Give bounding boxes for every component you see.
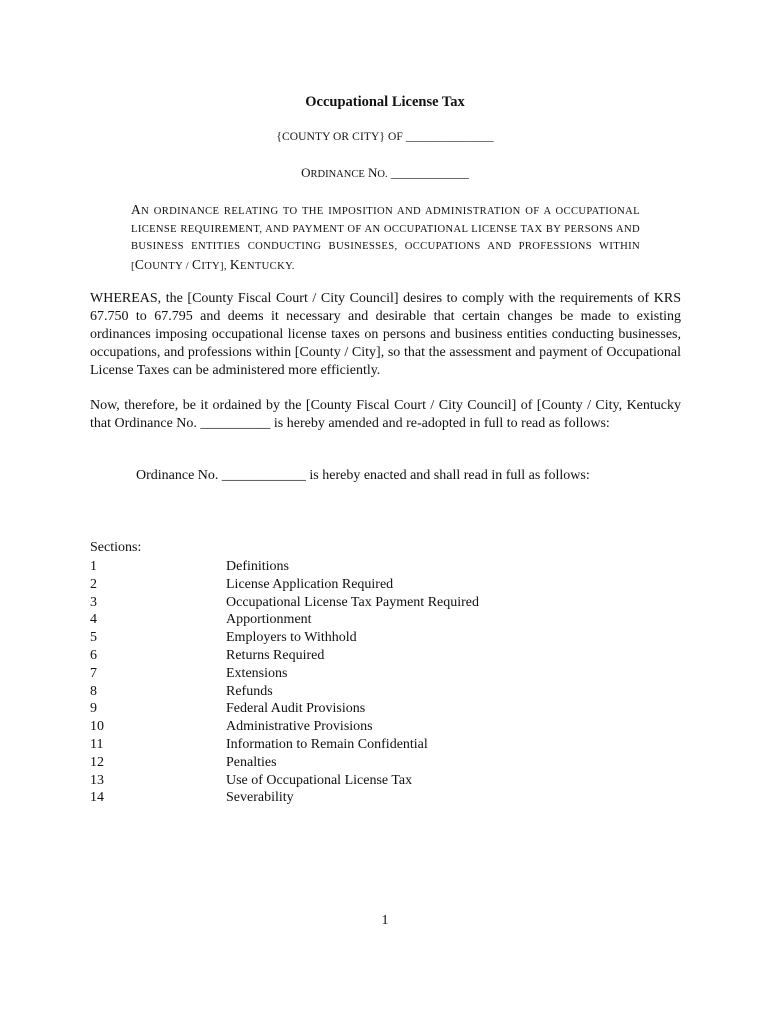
section-row: [90, 736, 650, 754]
section-number: 6: [90, 647, 97, 663]
now-therefore-paragraph: Now, therefore, be it ordained by the [County Fiscal Court / City Council] of [County / City, Kentucky that Ordinance No. __________ is hereby amended and re-adopted in full to read as follows:: [90, 398, 681, 431]
section-row: [90, 611, 650, 629]
section-number: 11: [90, 736, 104, 752]
section-number: 10: [90, 719, 104, 735]
section-row: [90, 647, 650, 665]
section-number: 2: [90, 576, 97, 592]
sections-list: [90, 558, 650, 807]
section-title: Apportionment: [226, 612, 312, 628]
ordinance-prefix-rest: RDINANCE: [310, 169, 365, 180]
ordinance-prefix-initial: O: [301, 165, 311, 180]
section-title: Information to Remain Confidential: [226, 736, 428, 752]
section-row: [90, 718, 650, 736]
section-number: 13: [90, 772, 104, 788]
section-row: [90, 665, 650, 683]
caption-county-initial: C: [134, 256, 145, 272]
section-number: 3: [90, 594, 97, 610]
section-title: License Application Required: [226, 576, 394, 592]
section-title: Refunds: [226, 683, 273, 699]
section-row: [90, 683, 650, 701]
county-or-city-line: {COUNTY OR CITY} OF _______________: [276, 131, 494, 143]
section-number: 7: [90, 665, 97, 681]
section-title: Federal Audit Provisions: [226, 701, 366, 717]
section-number: 12: [90, 754, 104, 770]
section-number: 1: [90, 559, 97, 574]
ordinance-caption: [131, 201, 640, 275]
ordinance-number-blank: ____________: [390, 165, 469, 180]
section-title: Employers to Withhold: [226, 630, 357, 646]
caption-initial: A: [131, 202, 142, 217]
section-number: 5: [90, 630, 97, 646]
section-title: Severability: [226, 790, 294, 806]
section-row: [90, 789, 650, 807]
caption-city-rest: ITY],: [201, 260, 230, 272]
section-number: 8: [90, 683, 97, 699]
section-title: Definitions: [226, 559, 289, 574]
section-row: [90, 594, 650, 612]
caption-kentucky-initial: K: [229, 256, 241, 272]
section-title: Administrative Provisions: [226, 719, 373, 735]
section-title: Penalties: [226, 754, 277, 770]
section-row: [90, 772, 650, 790]
caption-body: N ORDINANCE RELATING TO THE IMPOSITION AND ADMINISTRATION OF A OCCUPATIONAL LICENSE REQUIREMENT, AND PAYMENT OF AN OCCUPATIONAL LICENSE TAX BY PERSONS AND BUSINESS ENTITIES CONDUCTING BUSINESSES, OCCUPATIONS AND PROFESSIONS WITHIN [: [131, 206, 640, 272]
section-row: [90, 576, 650, 594]
section-number: 14: [90, 790, 104, 806]
section-title: Returns Required: [226, 647, 325, 663]
whereas-paragraph: WHEREAS, the [County Fiscal Court / City Council] desires to comply with the requirements of KRS 67.750 to 67.795 and deems it necessary and desirable that certain changes be made to existing ordinances imposing occupational license taxes on persons and business entities conducting businesses, occupations, and professions within [County / City], so that the assessment and payment of Occupational License Taxes can be administered more efficiently.: [90, 291, 681, 378]
ordinance-no-rest: O.: [377, 169, 388, 180]
section-row: [90, 700, 650, 718]
section-title: Occupational License Tax Payment Required: [226, 594, 480, 610]
caption-county-rest: OUNTY /: [144, 260, 192, 272]
ordinance-number-line: [0, 165, 770, 181]
section-title: Use of Occupational License Tax: [226, 772, 413, 788]
sections-heading: Sections:: [90, 540, 142, 555]
document-title: Occupational License Tax: [305, 94, 465, 110]
section-row: [90, 558, 650, 576]
page-number: 1: [381, 913, 389, 928]
caption-city-initial: C: [191, 256, 202, 272]
enactment-statement: Ordinance No. ____________ is hereby enacted and shall read in full as follows:: [136, 468, 590, 483]
section-row: [90, 754, 650, 772]
section-number: 9: [90, 701, 97, 717]
section-row: [90, 629, 650, 647]
caption-kentucky-rest: ENTUCKY.: [240, 260, 295, 272]
ordinance-no-initial: N: [368, 165, 378, 180]
section-title: Extensions: [226, 665, 288, 681]
section-number: 4: [90, 612, 97, 628]
